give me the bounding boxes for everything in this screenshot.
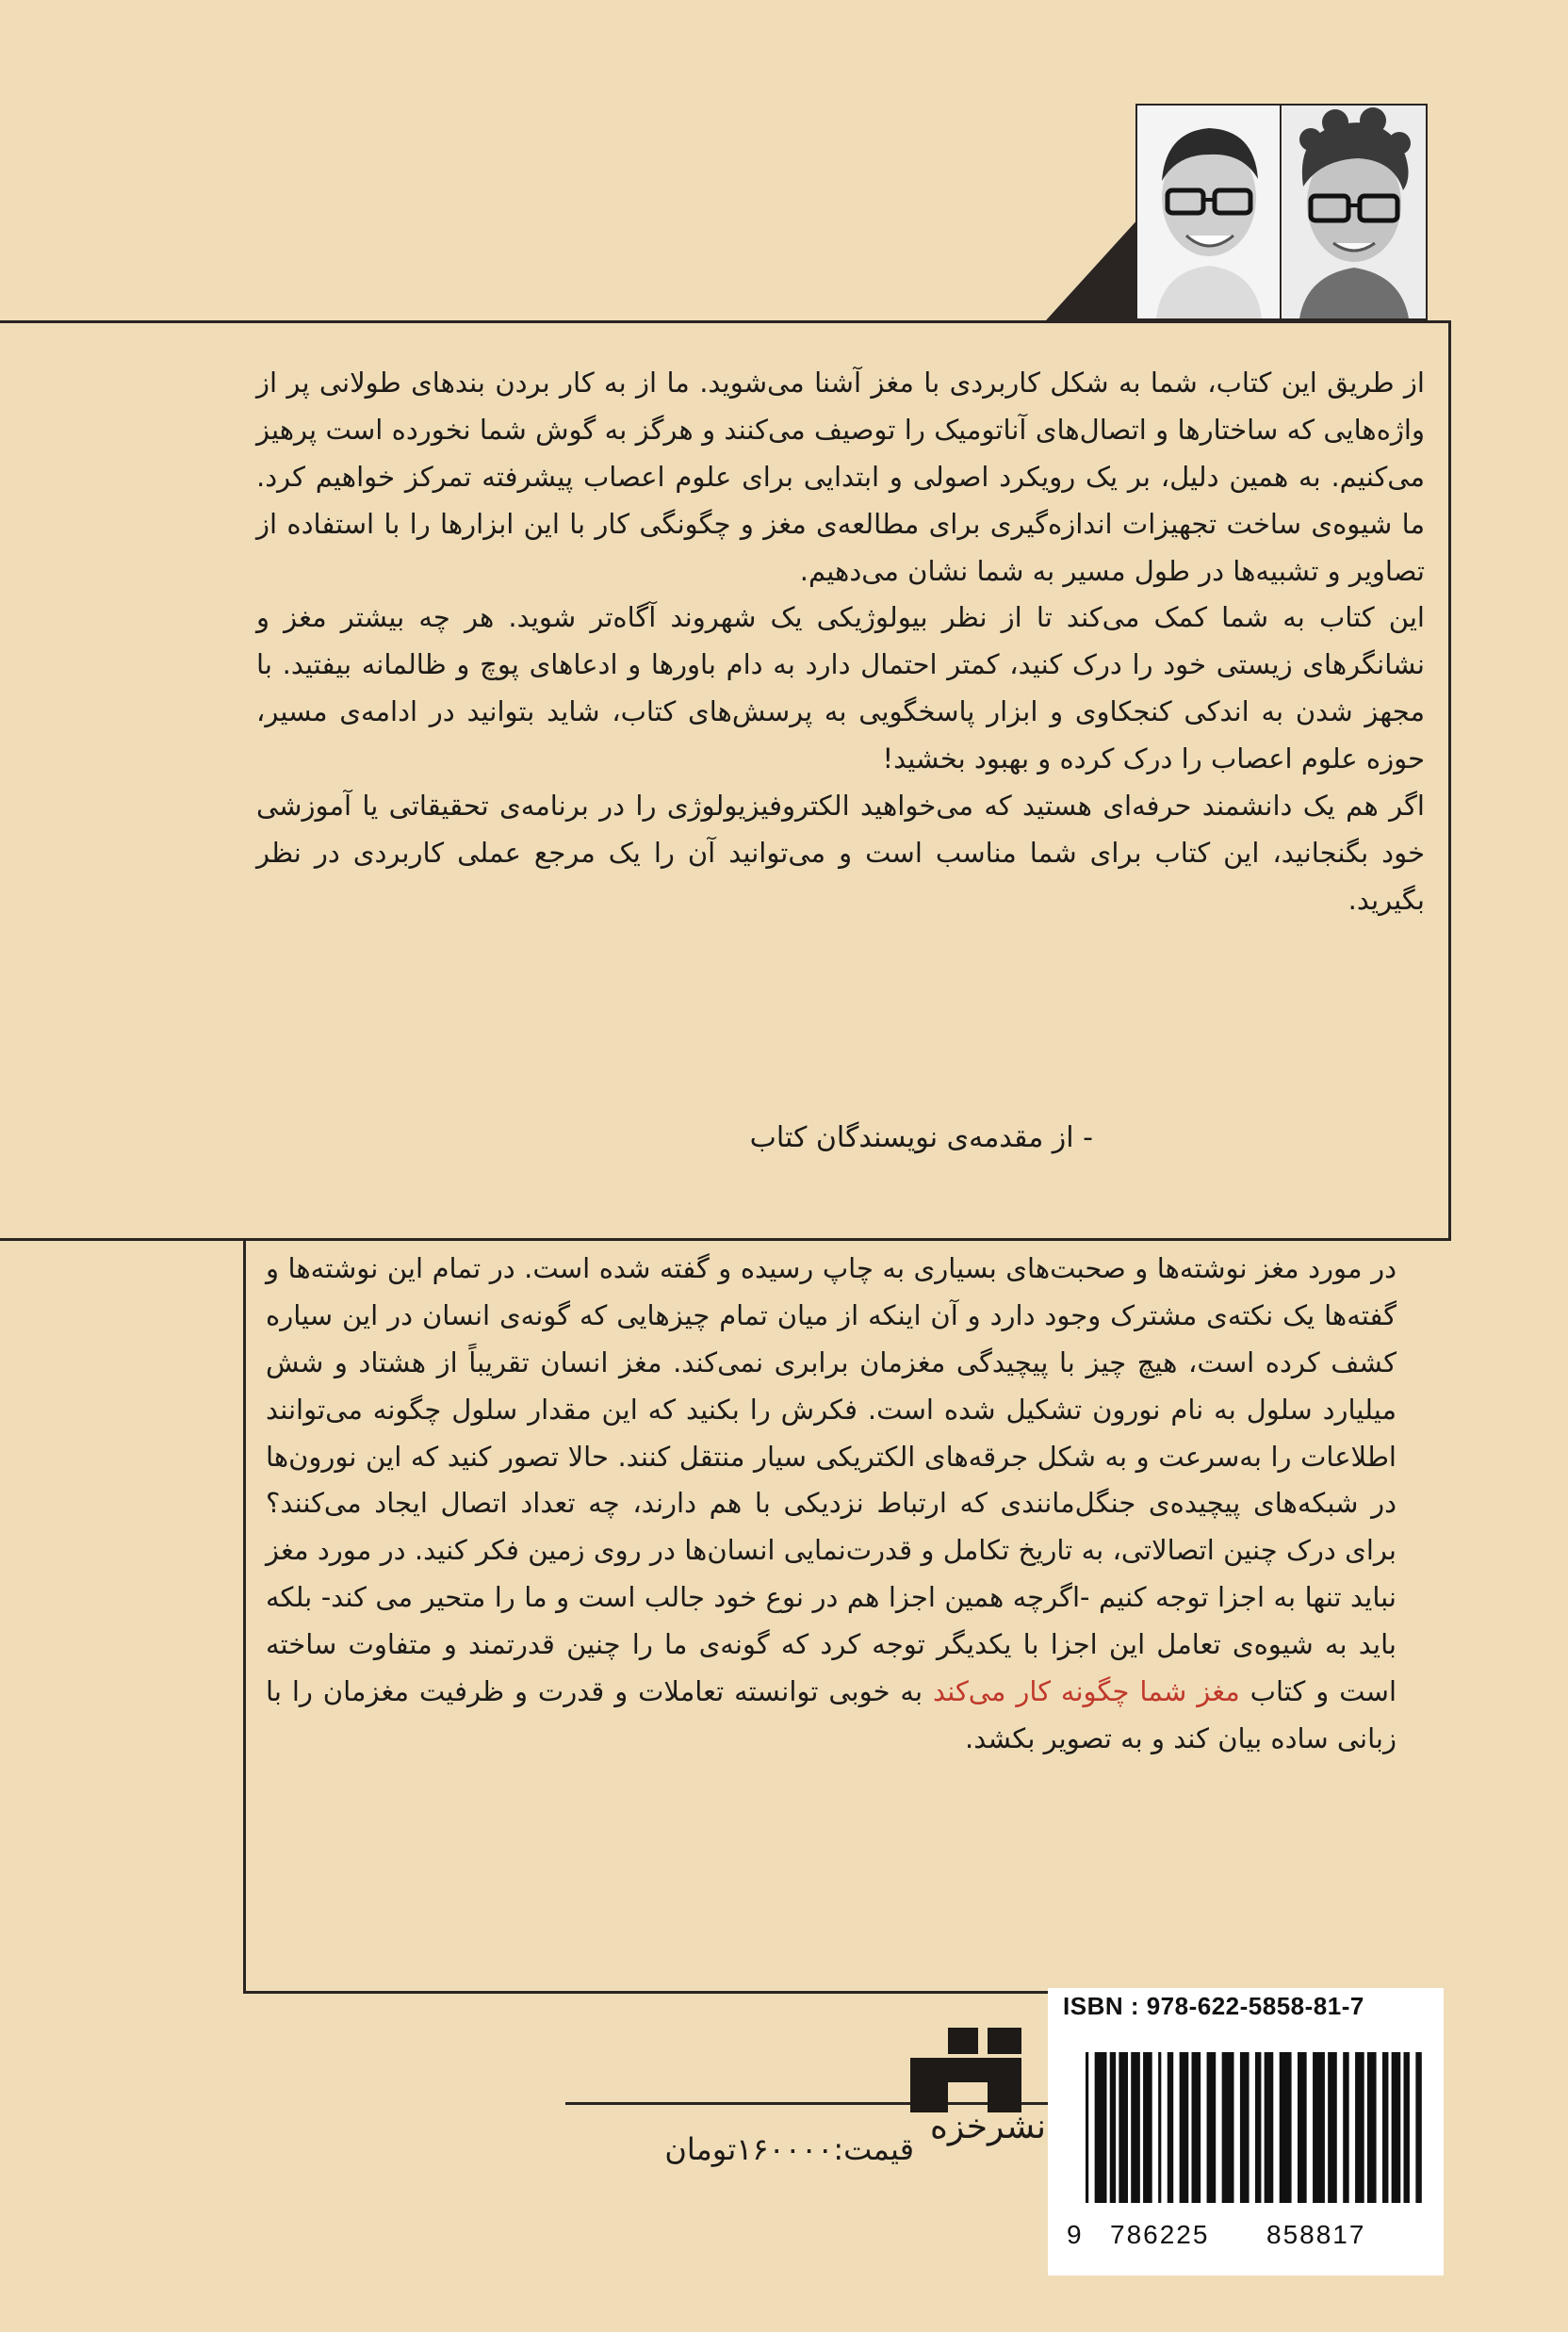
price-label: قیمت:۱۶۰۰۰۰تومان — [664, 2131, 914, 2167]
barcode-bar — [1168, 2052, 1173, 2203]
barcode-bar — [1240, 2052, 1250, 2203]
barcode-bar — [1280, 2052, 1292, 2203]
book-title: مغز شما چگونه کار می‌کند — [932, 1674, 1240, 1707]
intro-attribution: - از مقدمه‌ی نویسندگان کتاب — [749, 1121, 1093, 1154]
decorative-wedge — [1046, 217, 1140, 320]
about-text — [266, 1246, 1396, 1763]
frame-middle-line — [0, 1238, 1451, 1241]
barcode-bar — [1119, 2052, 1128, 2203]
barcode-bar — [1382, 2052, 1388, 2203]
barcode-bar — [1367, 2052, 1377, 2203]
barcode-bar — [1343, 2052, 1348, 2203]
barcode-first-digit: 9 — [1067, 2220, 1082, 2249]
barcode-bar — [1298, 2052, 1307, 2203]
barcode-bar — [1265, 2052, 1274, 2203]
publisher-name: نشرخزه — [930, 2108, 1046, 2146]
barcode-bar — [1222, 2052, 1234, 2203]
intro-paragraph-1: از طریق این کتاب، شما به شکل کاربردی با مغز آشنا می‌شوید. ما از به کار بردن بندهای طولانی پر از واژه‌هایی که ساختارها و اتصال‌های آناتومیک را توصیف می‌کنند و هرگز به گوش شما نخورده است پرهیز می‌کنیم. به همین دلیل، بر یک رویکرد اصولی و ابتدایی برای علوم اعصاب پیشرفته تمرکز خواهیم کرد. ما شیوه‌ی ساخت تجهیزات اندازه‌گیری برای مطالعه‌ی مغز و چگونگی کار با این ابزارها را با استفاده از تصاویر و تشبیه‌ها در طول مسیر به شما نشان می‌دهیم. — [256, 367, 1425, 587]
barcode-right-group: 858817 — [1266, 2220, 1366, 2249]
publisher-logo-icon — [906, 2024, 1027, 2116]
author-portrait-icon — [1137, 106, 1281, 318]
barcode-bar — [1255, 2052, 1261, 2203]
intro-paragraph-2: این کتاب به شما کمک می‌کند تا از نظر بیولوژیکی یک شهروند آگاه‌تر شوید. هر چه بیشتر مغز و نشانگرهای زیستی خود را درک کنید، کمتر احتمال دارد به دام باورها و ادعاهای پوچ و ظالمانه بیفتید. با مجهز شدن به اندکی کنجکاوی و ابزار پاسخگویی به پرسش‌های کتاب، شاید بتوانید در ادامه‌ی مسیر، حوزه علوم اعصاب را درک کرده و بهبود بخشید! — [256, 601, 1425, 775]
barcode-bar — [1328, 2052, 1337, 2203]
about-text-before-title: در مورد مغز نوشته‌ها و صحبت‌های بسیاری به چاپ رسیده و گفته شده است. در تمام این نوشته‌ها و گفته‌ها یک نکته‌ی مشترک وجود دارد و آن اینکه از میان تمام چیزهایی که گونه‌ی انسان در این سیاره کشف کرده است، هیچ چیز با پیچیدگی مغزمان برابری نمی‌کند. مغز انسان تقریباً از هشتاد و شش میلیارد سلول به نام نورون تشکیل شده است. فکرش را بکنید که این مقدار سلول چگونه می‌توانند اطلاعات را به‌سرعت و به شکل جرقه‌های الکتریکی سیار منتقل کنند. حالا تصور کنید که این نورون‌ها در شبکه‌های پیچیده‌ی جنگل‌مانندی که ارتباط نزدیکی با هم دارند، چه تعداد اتصال ایجاد می‌کنند؟ برای درک چنین اتصالاتی، به تاریخ تکامل و قدرت‌نمایی انسان‌ها در روی زمین فکر کنید. در مورد مغز نباید تنها به اجزا توجه کنیم -اگرچه همین اجزا هم در نوع خود جالب است و ما را متحیر می کند- بلکه باید به شیوه‌ی تعامل این اجزا با یکدیگر توجه کرد که گونه‌ی ما را چنین قدرتمند و متفاوت ساخته است و کتاب — [266, 1252, 1397, 1707]
frame-right-line — [1448, 320, 1451, 1241]
barcode-bar — [1131, 2052, 1140, 2203]
barcode-bar — [1207, 2052, 1217, 2203]
barcode-bar — [1415, 2052, 1421, 2203]
barcode-bar — [1110, 2052, 1116, 2203]
barcode-bar — [1355, 2052, 1364, 2203]
barcode-bar — [1392, 2052, 1401, 2203]
author-portrait-right — [1282, 106, 1426, 318]
about-text-after-title: به خوبی توانسته تعاملات و قدرت و ظرفیت مغزمان را با زبانی ساده بیان کند و به تصویر بکشد. — [266, 1674, 1396, 1754]
barcode-bar — [1158, 2052, 1161, 2203]
frame-left-line — [243, 1238, 246, 1994]
isbn-sticker — [1048, 1988, 1444, 2275]
isbn-label: ISBN : 978-622-5858-81-7 — [1063, 1992, 1364, 2020]
barcode-bar — [1180, 2052, 1189, 2203]
barcode-bar — [1192, 2052, 1201, 2203]
barcode-bar — [1404, 2052, 1410, 2203]
frame-bottom-line — [243, 1991, 1050, 1994]
authors-photo — [1135, 104, 1428, 320]
barcode-bar — [1313, 2052, 1325, 2203]
photo-divider — [1280, 106, 1282, 318]
barcode-left-group: 786225 — [1110, 2220, 1210, 2249]
author-portrait-icon — [1282, 106, 1426, 318]
barcode-icon — [1086, 2052, 1425, 2203]
barcode-bar — [1095, 2052, 1107, 2203]
intro-paragraph-3: اگر هم یک دانشمند حرفه‌ای هستید که می‌خواهید الکتروفیزیولوژی را در برنامه‌ی تحقیقاتی یا آموزشی خود بگنجانید، این کتاب برای شما مناسب است و می‌توانید آن را یک مرجع عملی کاربردی در نظر بگیرید. — [256, 789, 1425, 916]
frame-top-line — [0, 320, 1451, 323]
barcode-bar — [1143, 2052, 1152, 2203]
intro-text — [256, 360, 1425, 924]
about-paragraph — [266, 1246, 1396, 1763]
author-portrait-left — [1137, 106, 1281, 318]
barcode-bar — [1086, 2052, 1088, 2203]
